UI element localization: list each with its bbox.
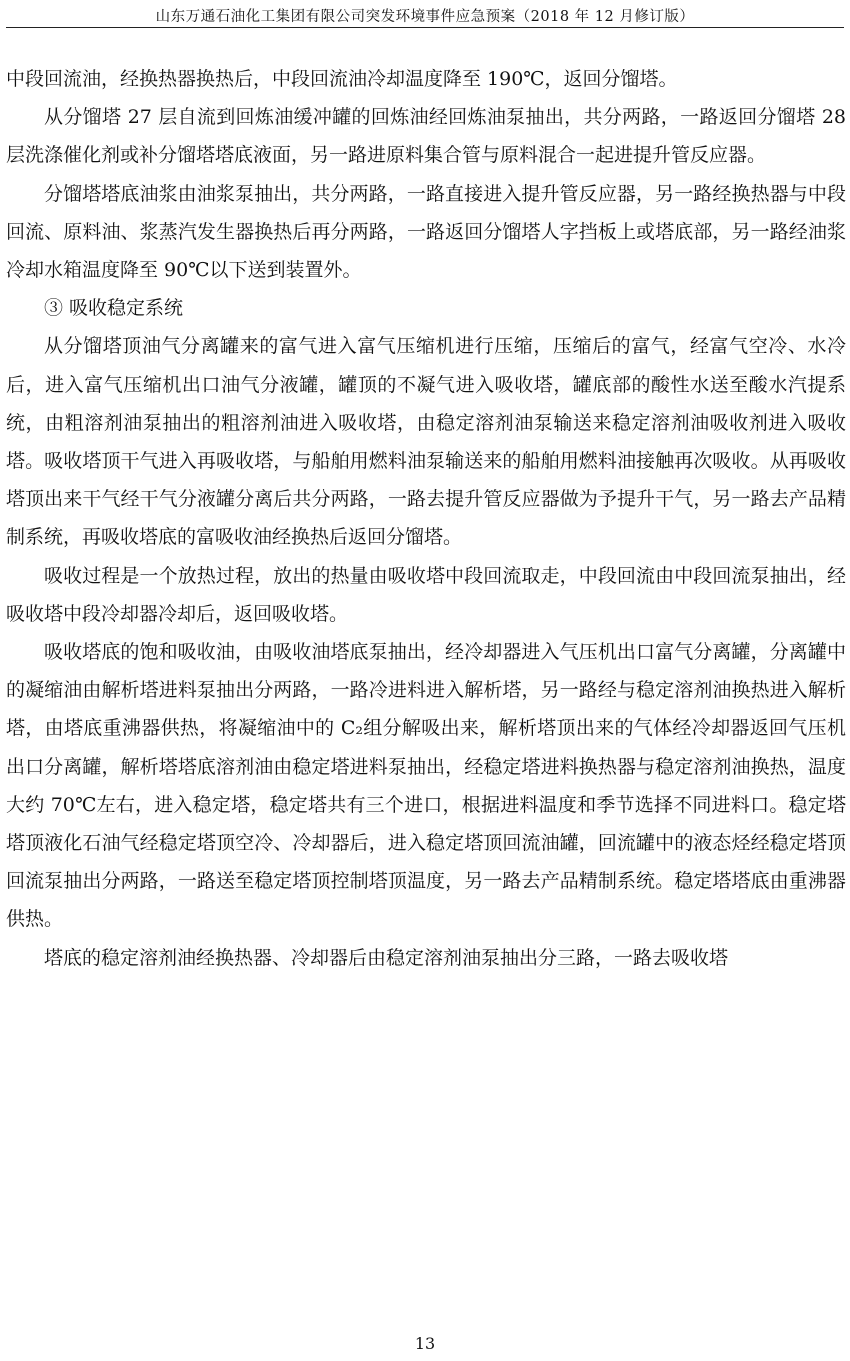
document-body (6, 60, 846, 977)
paragraph: 吸收塔底的饱和吸收油，由吸收油塔底泵抽出，经冷却器进入气压机出口富气分离罐，分离罐中的凝缩油由解析塔进料泵抽出分两路，一路冷进料进入解析塔，另一路经与稳定溶剂油换热进入解析塔，由塔底重沸器供热，将凝缩油中的 C₂组分解吸出来，解析塔顶出来的气体经冷却器返回气压机出口分离罐，解析塔塔底溶剂油由稳定塔进料泵抽出，经稳定塔进料换热器与稳定溶剂油换热，温度大约 70℃左右，进入稳定塔，稳定塔共有三个进口，根据进料温度和季节选择不同进料口。稳定塔塔顶液化石油气经稳定塔顶空冷、冷却器后，进入稳定塔顶回流油罐，回流罐中的液态烃经稳定塔顶回流泵抽出分两路，一路送至稳定塔顶控制塔顶温度，另一路去产品精制系统。稳定塔塔底由重沸器供热。 (6, 641, 846, 931)
paragraph: 塔底的稳定溶剂油经换热器、冷却器后由稳定溶剂油泵抽出分三路，一路去吸收塔 (44, 946, 729, 969)
paragraph: 中段回流油，经换热器换热后，中段回流油冷却温度降至 190℃，返回分馏塔。 (6, 68, 678, 90)
paragraph: 从分馏塔顶油气分离罐来的富气进入富气压缩机进行压缩，压缩后的富气，经富气空冷、水冷后，进入富气压缩机出口油气分液罐，罐顶的不凝气进入吸收塔，罐底部的酸性水送至酸水汽提系统，由粗溶剂油泵抽出的粗溶剂油进入吸收塔，由稳定溶剂油泵输送来稳定溶剂油吸收剂进入吸收塔。吸收塔顶干气进入再吸收塔，与船舶用燃料油泵输送来的船舶用燃料油接触再次吸收。从再吸收塔顶出来干气经干气分液罐分离后共分两路，一路去提升管反应器做为予提升干气，另一路去产品精制系统，再吸收塔底的富吸收油经换热后返回分馏塔。 (6, 335, 846, 549)
paragraph: 吸收过程是一个放热过程，放出的热量由吸收塔中段回流取走，中段回流由中段回流泵抽出，经吸收塔中段冷却器冷却后，返回吸收塔。 (6, 564, 846, 625)
paragraph: 分馏塔塔底油浆由油浆泵抽出，共分两路，一路直接进入提升管反应器，另一路经换热器与中段回流、原料油、浆蒸汽发生器换热后再分两路，一路返回分馏塔人字挡板上或塔底部，另一路经油浆冷却水箱温度降至 90℃以下送到装置外。 (6, 182, 846, 282)
page-header (0, 0, 850, 30)
header-divider (6, 27, 844, 28)
header-title: 山东万通石油化工集团有限公司突发环境事件应急预案（2018 年 12 月修订版） (155, 9, 695, 25)
page-number: 13 (414, 1334, 436, 1353)
section-heading: ③ 吸收稳定系统 (44, 297, 184, 320)
paragraph: 从分馏塔 27 层自流到回炼油缓冲罐的回炼油经回炼油泵抽出，共分两路，一路返回分馏塔 28 层洗涤催化剂或补分馏塔塔底液面，另一路进原料集合管与原料混合一起进提升管反应器。 (6, 106, 846, 167)
